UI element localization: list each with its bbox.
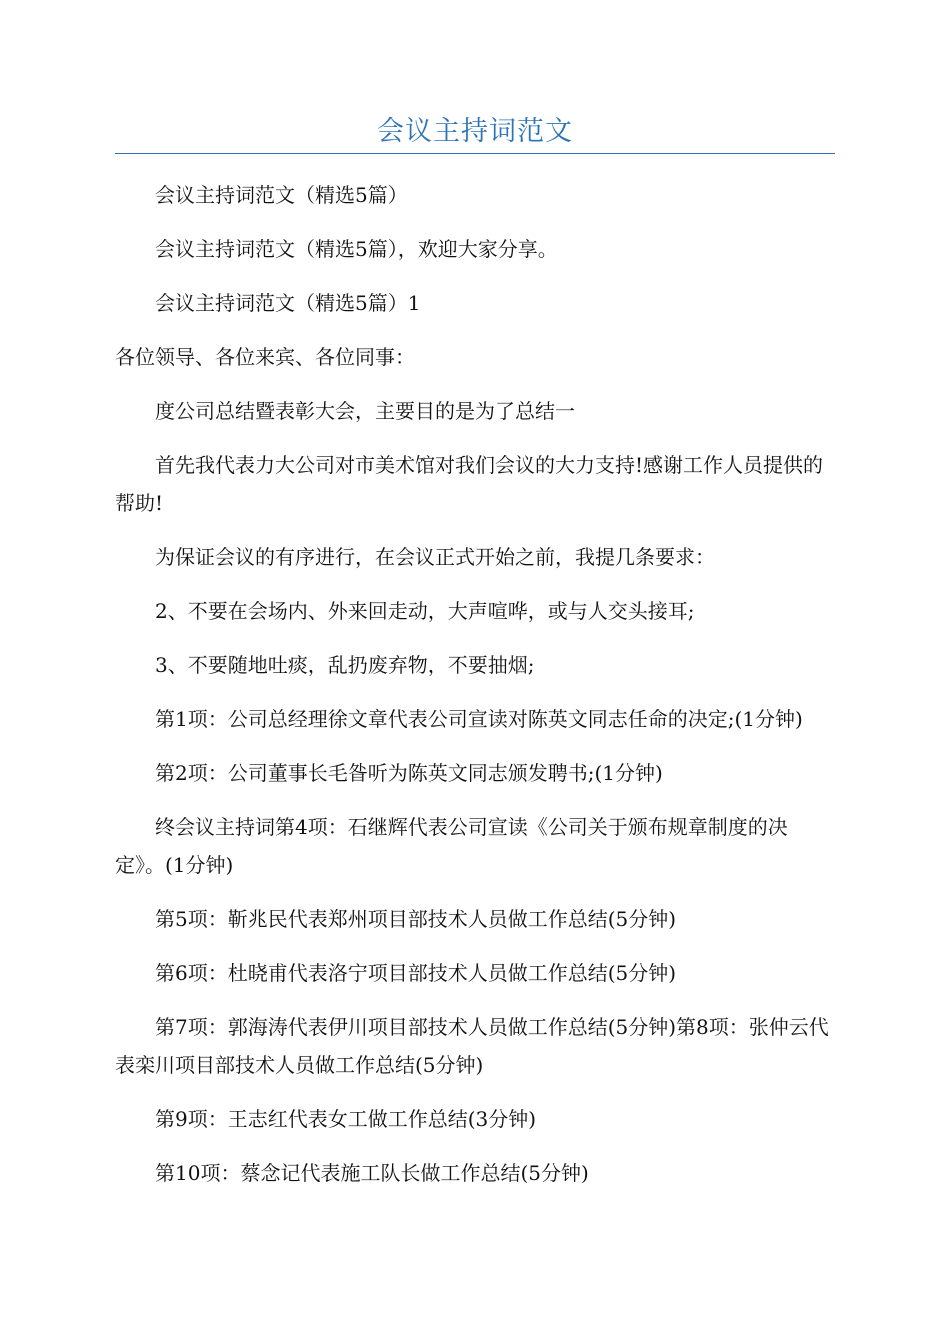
- document-body: [115, 176, 835, 1208]
- paragraph-requirement-2: 2、不要在会场内、外来回走动，大声喧哗，或与人交头接耳;: [155, 599, 695, 623]
- paragraph-intro: 会议主持词范文（精选5篇），欢迎大家分享。: [155, 237, 558, 261]
- paragraph-agenda-item-5: 第5项：靳兆民代表郑州项目部技术人员做工作总结(5分钟): [155, 907, 677, 931]
- paragraph-purpose: 度公司总结暨表彰大会，主要目的是为了总结一: [155, 399, 575, 423]
- paragraph-agenda-item-7-8: 第7项：郭海涛代表伊川项目部技术人员做工作总结(5分钟)第8项：张仲云代表栾川项目部技术人员做工作总结(5分钟): [115, 1015, 829, 1077]
- paragraph-requirements-intro: 为保证会议的有序进行，在会议正式开始之前，我提几条要求：: [155, 545, 715, 569]
- paragraph-thanks: 首先我代表力大公司对市美术馆对我们会议的大力支持!感谢工作人员提供的帮助!: [115, 453, 824, 515]
- title-underline: [115, 153, 835, 154]
- paragraph-requirement-3: 3、不要随地吐痰，乱扔废弃物，不要抽烟;: [155, 653, 535, 677]
- paragraph-agenda-item-1: 第1项：公司总经理徐文章代表公司宣读对陈英文同志任命的决定;(1分钟): [155, 707, 803, 731]
- paragraph-agenda-item-6: 第6项：杜晓甫代表洛宁项目部技术人员做工作总结(5分钟): [155, 961, 677, 985]
- paragraph-agenda-item-9: 第9项：王志红代表女工做工作总结(3分钟): [155, 1107, 537, 1131]
- paragraph-agenda-item-2: 第2项：公司董事长毛昝听为陈英文同志颁发聘书;(1分钟): [155, 761, 663, 785]
- paragraph-agenda-item-10: 第10项：蔡念记代表施工队长做工作总结(5分钟): [155, 1161, 589, 1185]
- paragraph-subtitle: 会议主持词范文（精选5篇）: [155, 183, 408, 207]
- paragraph-salutation: 各位领导、各位来宾、各位同事：: [115, 345, 415, 369]
- paragraph-section-heading: 会议主持词范文（精选5篇）1: [155, 291, 421, 315]
- document-title: 会议主持词范文: [377, 116, 573, 147]
- paragraph-agenda-item-4: 终会议主持词第4项：石继辉代表公司宣读《公司关于颁布规章制度的决定》。(1分钟): [115, 815, 788, 877]
